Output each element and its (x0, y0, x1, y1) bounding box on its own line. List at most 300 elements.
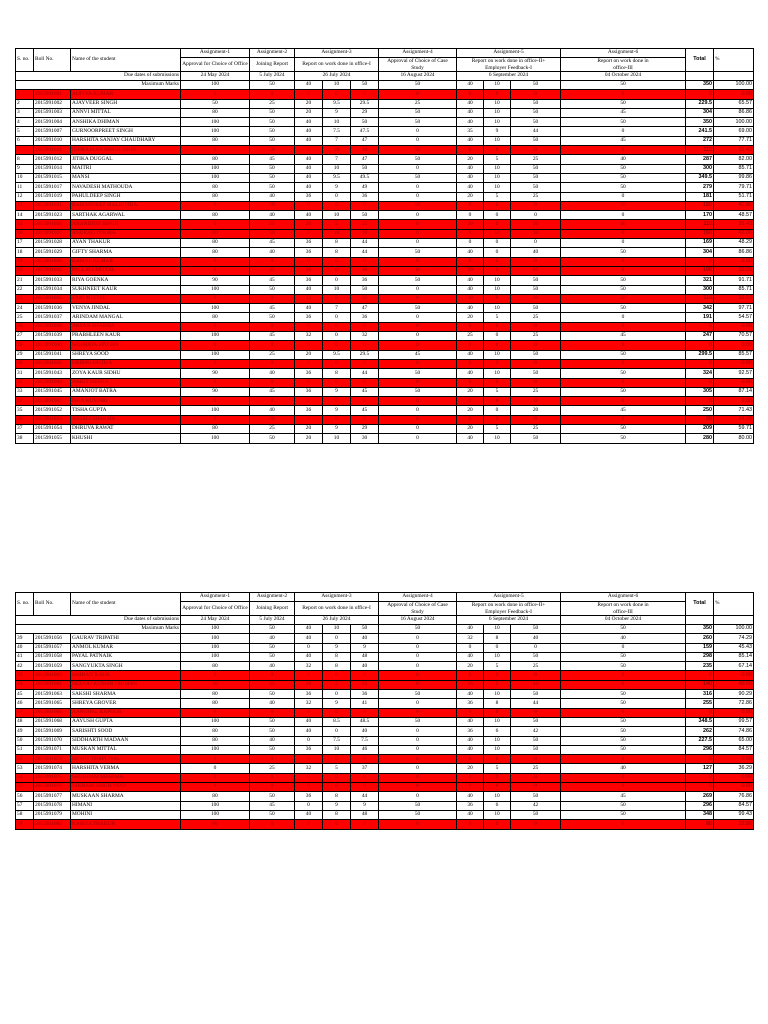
cell-total: 321 (686, 276, 714, 285)
cell-total: 150 (686, 229, 714, 238)
cell-name: AMANJOT BATRA (71, 387, 181, 396)
cell-a5-total: 50 (511, 99, 561, 108)
cell-roll: 2015991055 (34, 434, 71, 443)
due-date-a2: 5 July 2024 (250, 71, 295, 80)
cell-a6: 50 (561, 183, 686, 192)
cell-a6: 0 (561, 266, 686, 275)
cell-a2: 25 (250, 350, 295, 359)
cell-a3-total: 0 (351, 755, 379, 764)
cell-a3-total: 36 (351, 192, 379, 201)
cell-roll: 2015991075 (34, 773, 71, 782)
cell-a1: 30 (181, 680, 250, 689)
cell-name: ARYAN SHARMA (71, 322, 181, 331)
cell-roll: 2015991012 (34, 155, 71, 164)
max-a5-total: 50 (511, 81, 561, 90)
cell-roll: 2015991041 (34, 350, 71, 359)
cell-a4: 50 (379, 690, 457, 699)
cell-a3-b: 5 (323, 764, 351, 773)
cell-a5-b: 10 (484, 164, 511, 173)
cell-a3-b: 0 (323, 313, 351, 322)
cell-a3-b: 7 (323, 155, 351, 164)
cell-name: ZOYA KAUR SIDHU (71, 369, 181, 378)
cell-a2: 50 (250, 415, 295, 424)
cell-sno: 23 (16, 294, 34, 303)
cell-a2: 40 (250, 699, 295, 708)
cell-a5-a: 40 (457, 118, 484, 127)
cell-sno: 10 (16, 173, 34, 182)
cell-a2: 45 (250, 276, 295, 285)
cell-pct: 0.00 (714, 773, 754, 782)
cell-a2: 40 (250, 662, 295, 671)
cell-a2: 25 (250, 220, 295, 229)
cell-a3-a: 0 (295, 671, 323, 680)
cell-a2: 50 (250, 146, 295, 155)
cell-a3-b: 7.5 (323, 736, 351, 745)
max-a5-b: 10 (484, 625, 511, 634)
cell-a3-a: 0 (295, 415, 323, 424)
cell-a5-b: 10 (484, 285, 511, 294)
cell-a6: 0 (561, 820, 686, 829)
table-row (16, 164, 754, 173)
table-row (16, 266, 754, 275)
cell-a2: 50 (250, 792, 295, 801)
cell-a5-b: 5 (484, 155, 511, 164)
cell-a6: 0 (561, 671, 686, 680)
cell-a5-b: 10 (484, 745, 511, 754)
cell-a5-b: 0 (484, 820, 511, 829)
cell-sno: 37 (16, 424, 34, 433)
cell-a3-total: 36 (351, 266, 379, 275)
cell-a5-a: 0 (457, 755, 484, 764)
table-row (16, 257, 754, 266)
cell-a2: 25 (250, 680, 295, 689)
max-a3-b: 10 (323, 81, 351, 90)
cell-a3-b: 9.5 (323, 173, 351, 182)
cell-a5-b: 9 (484, 127, 511, 136)
cell-roll: 2015991080 (34, 820, 71, 829)
cell-a2: 0 (250, 257, 295, 266)
cell-a5-total: 25 (511, 764, 561, 773)
cell-sno: 19 (16, 257, 34, 266)
cell-a6: 0 (561, 192, 686, 201)
cell-a3-total: 44 (351, 248, 379, 257)
cell-pct: 0.00 (714, 378, 754, 387)
cell-a5-b: 5 (484, 662, 511, 671)
cell-name: ADITYA KUMAR (71, 90, 181, 99)
cell-a4: 50 (379, 118, 457, 127)
cell-pct: 42.86 (714, 229, 754, 238)
cell-a6: 0 (561, 341, 686, 350)
cell-a6: 50 (561, 248, 686, 257)
cell-a3-b: 0 (323, 294, 351, 303)
cell-a4: 0 (379, 736, 457, 745)
col-roll: Roll No. (34, 49, 71, 72)
cell-a3-a: 36 (295, 313, 323, 322)
cell-a5-b: 10 (484, 136, 511, 145)
cell-a3-b: 10 (323, 745, 351, 754)
cell-a5-total: 50 (511, 108, 561, 117)
cell-a1: 100 (181, 164, 250, 173)
cell-pct: 85.71 (714, 164, 754, 173)
cell-a6: 50 (561, 350, 686, 359)
max-a3-total: 50 (351, 81, 379, 90)
cell-a4: 0 (379, 220, 457, 229)
cell-a3-a: 36 (295, 792, 323, 801)
cell-a2: 50 (250, 717, 295, 726)
cell-a5-a: 40 (457, 690, 484, 699)
cell-a3-a: 0 (295, 378, 323, 387)
cell-a3-a: 40 (295, 183, 323, 192)
cell-a1: 80 (181, 736, 250, 745)
cell-roll: 2015991063 (34, 690, 71, 699)
cell-a3-b: 10 (323, 118, 351, 127)
cell-a4: 0 (379, 378, 457, 387)
cell-a3-total: 30 (351, 434, 379, 443)
cell-sno: 11 (16, 183, 34, 192)
cell-a6: 45 (561, 792, 686, 801)
table-row (16, 350, 754, 359)
cell-sno: 33 (16, 387, 34, 396)
cell-a3-b: 0 (323, 671, 351, 680)
cell-total: 241.5 (686, 127, 714, 136)
cell-a3-total: 37 (351, 764, 379, 773)
cell-a5-a: 32 (457, 634, 484, 643)
cell-roll: 2015991060 (34, 671, 71, 680)
cell-total: 316 (686, 690, 714, 699)
cell-roll: 2015991053 (34, 415, 71, 424)
cell-a3-a: 40 (295, 652, 323, 661)
cell-a3-a: 20 (295, 220, 323, 229)
cell-a3-a: 32 (295, 662, 323, 671)
cell-a5-b: 0 (484, 341, 511, 350)
cell-a4: 0 (379, 773, 457, 782)
cell-roll: 2015991021 (34, 201, 71, 210)
cell-total: 169 (686, 239, 714, 248)
cell-a6: 0 (561, 359, 686, 368)
cell-a3-total: 48 (351, 810, 379, 819)
cell-a2: 50 (250, 164, 295, 173)
cell-a5-a: 0 (457, 257, 484, 266)
cell-pct: 14.29 (714, 415, 754, 424)
table-row (16, 294, 754, 303)
cell-a2: 0 (250, 773, 295, 782)
cell-a5-a: 20 (457, 313, 484, 322)
table-body (16, 634, 754, 829)
cell-name: MUSKAN MITTAL (71, 745, 181, 754)
cell-a2: 50 (250, 173, 295, 182)
cell-pct: 85.14 (714, 652, 754, 661)
table-row (16, 378, 754, 387)
cell-name: SHUBHAM SHARMA (71, 773, 181, 782)
max-marks-label: Maximum Marks (16, 625, 181, 634)
table-row (16, 755, 754, 764)
cell-a1: 100 (181, 717, 250, 726)
cell-roll: 2015991061 (34, 680, 71, 689)
cell-pct: 79.71 (714, 183, 754, 192)
cell-name: SAKSHI SHARMA (71, 690, 181, 699)
cell-name: MOHINI (71, 810, 181, 819)
cell-a2: 0 (250, 783, 295, 792)
col-a2-title: Assignment-2 (250, 49, 295, 58)
cell-a5-total: 44 (511, 127, 561, 136)
cell-a4: 45 (379, 350, 457, 359)
cell-pct: 54.57 (714, 313, 754, 322)
due-date-total (686, 615, 714, 624)
cell-a3-a: 40 (295, 211, 323, 220)
cell-a5-b: 5 (484, 266, 511, 275)
cell-name: ANNVI MITTAL (71, 108, 181, 117)
cell-a4: 0 (379, 183, 457, 192)
cell-a5-total: 20 (511, 220, 561, 229)
col-name: Name of the student (71, 593, 181, 616)
cell-a5-a: 36 (457, 727, 484, 736)
cell-a2: 25 (250, 99, 295, 108)
cell-a1: 100 (181, 745, 250, 754)
cell-a1: 100 (181, 643, 250, 652)
cell-a3-total: 36 (351, 276, 379, 285)
due-date-a3: 26 July 2024 (295, 71, 379, 80)
cell-a5-b: 0 (484, 90, 511, 99)
cell-sno: 45 (16, 690, 34, 699)
cell-name: URDOO FATIMA (71, 359, 181, 368)
table-row (16, 810, 754, 819)
cell-roll: 2015991014 (34, 164, 71, 173)
cell-a1: 80 (181, 820, 250, 829)
cell-a6: 50 (561, 662, 686, 671)
cell-sno: 54 (16, 773, 34, 782)
cell-pct: 51.71 (714, 192, 754, 201)
cell-pct: 31.43 (714, 146, 754, 155)
cell-a2: 45 (250, 239, 295, 248)
cell-a6: 40 (561, 764, 686, 773)
cell-a1: 100 (181, 406, 250, 415)
cell-sno: 16 (16, 229, 34, 238)
cell-sno: 47 (16, 708, 34, 717)
cell-a3-a: 40 (295, 285, 323, 294)
cell-a3-a: 0 (295, 322, 323, 331)
cell-total: 0 (686, 773, 714, 782)
cell-total: 299.5 (686, 350, 714, 359)
cell-name: ANJALI SHARMA (71, 415, 181, 424)
cell-total: 298 (686, 652, 714, 661)
max-a2: 50 (250, 81, 295, 90)
cell-a3-b: 0 (323, 820, 351, 829)
cell-name: SANGYUKTA SINGH (71, 662, 181, 671)
cell-a4: 0 (379, 434, 457, 443)
cell-a4: 0 (379, 634, 457, 643)
cell-a1: 80 (181, 239, 250, 248)
cell-pct: 0.00 (714, 397, 754, 406)
cell-a3-total: 0 (351, 773, 379, 782)
table-row (16, 211, 754, 220)
cell-a5-a: 0 (457, 146, 484, 155)
cell-a5-a: 0 (457, 397, 484, 406)
cell-pct: 59.71 (714, 424, 754, 433)
cell-a3-total: 0 (351, 783, 379, 792)
cell-a5-total: 50 (511, 369, 561, 378)
cell-a5-a: 20 (457, 406, 484, 415)
cell-a2: 0 (250, 708, 295, 717)
cell-a5-total: 0 (511, 755, 561, 764)
cell-a5-total: 42 (511, 801, 561, 810)
table-row (16, 764, 754, 773)
cell-a4: 0 (379, 792, 457, 801)
cell-roll: 2015991057 (34, 643, 71, 652)
cell-total: 191 (686, 313, 714, 322)
cell-a3-a: 36 (295, 276, 323, 285)
cell-a6: 0 (561, 643, 686, 652)
cell-a4: 50 (379, 387, 457, 396)
cell-sno: 8 (16, 155, 34, 164)
cell-a3-b: 9.5 (323, 350, 351, 359)
cell-a3-a: 40 (295, 164, 323, 173)
cell-total: 229.5 (686, 99, 714, 108)
cell-roll: 2015991044 (34, 378, 71, 387)
table-row (16, 359, 754, 368)
table-row (16, 643, 754, 652)
cell-a3-a: 40 (295, 634, 323, 643)
cell-name: TANI MITTAL (71, 294, 181, 303)
cell-a1: 90 (181, 369, 250, 378)
due-date-pct (714, 615, 754, 624)
cell-a6: 50 (561, 727, 686, 736)
cell-roll: 2015991026 (34, 220, 71, 229)
max-a6: 50 (561, 625, 686, 634)
cell-pct: 0.00 (714, 257, 754, 266)
cell-a6: 0 (561, 397, 686, 406)
cell-a3-a: 40 (295, 717, 323, 726)
cell-sno: 17 (16, 239, 34, 248)
cell-a4: 0 (379, 764, 457, 773)
cell-a6: 40 (561, 220, 686, 229)
cell-a6: 50 (561, 276, 686, 285)
cell-pct: 0.00 (714, 341, 754, 350)
cell-a2: 0 (250, 378, 295, 387)
cell-sno: 35 (16, 406, 34, 415)
table-row (16, 708, 754, 717)
cell-a5-a: 40 (457, 745, 484, 754)
due-dates-label: Due dates of submissions (16, 615, 181, 624)
table-row (16, 285, 754, 294)
cell-sno: 12 (16, 192, 34, 201)
cell-a3-b: 0 (323, 266, 351, 275)
cell-pct: 32.57 (714, 294, 754, 303)
due-date-a5: 6 September 2024 (457, 71, 561, 80)
cell-a3-b: 10 (323, 285, 351, 294)
cell-name: RAMANDEEP MALHOTRA (71, 201, 181, 210)
cell-a2: 45 (250, 304, 295, 313)
cell-pct: 74.86 (714, 727, 754, 736)
cell-pct: 45.43 (714, 643, 754, 652)
max-a3-b: 10 (323, 625, 351, 634)
table-row (16, 801, 754, 810)
cell-total: 0 (686, 708, 714, 717)
cell-a4: 0 (379, 424, 457, 433)
cell-a3-total: 0 (351, 359, 379, 368)
cell-sno: 44 (16, 680, 34, 689)
max-a1: 100 (181, 625, 250, 634)
cell-a2: 50 (250, 118, 295, 127)
cell-a2: 0 (250, 755, 295, 764)
cell-a6: 0 (561, 322, 686, 331)
cell-pct: 97.71 (714, 304, 754, 313)
cell-pct: 84.57 (714, 745, 754, 754)
cell-a3-total: 0 (351, 415, 379, 424)
cell-a3-b: 9 (323, 183, 351, 192)
cell-a3-total: 0 (351, 322, 379, 331)
max-a5-a: 40 (457, 625, 484, 634)
cell-pct: 72.86 (714, 699, 754, 708)
cell-a3-b: 10 (323, 211, 351, 220)
cell-a5-total: 50 (511, 736, 561, 745)
cell-a3-a: 0 (295, 755, 323, 764)
cell-name: AANCHAL KAPOOR (71, 708, 181, 717)
cell-a2: 0 (250, 90, 295, 99)
cell-a5-total: 0 (511, 239, 561, 248)
col-a5-desc: Report on work done in office-II+ Employer Feedback-I (457, 602, 561, 615)
cell-a3-b: 0 (323, 397, 351, 406)
cell-pct: 99.86 (714, 173, 754, 182)
cell-name: VENYA JINDAL (71, 304, 181, 313)
cell-a5-a: 40 (457, 99, 484, 108)
cell-a5-a: 0 (457, 783, 484, 792)
cell-a5-a: 40 (457, 652, 484, 661)
cell-a5-a: 40 (457, 164, 484, 173)
cell-roll: 2015991068 (34, 717, 71, 726)
cell-a3-total: 0 (351, 341, 379, 350)
cell-a3-total: 50 (351, 118, 379, 127)
cell-pct: 80.00 (714, 434, 754, 443)
cell-a1: 0 (181, 755, 250, 764)
cell-a4: 50 (379, 173, 457, 182)
cell-sno: 6 (16, 136, 34, 145)
cell-total: 262 (686, 727, 714, 736)
cell-roll: 2015991047 (34, 397, 71, 406)
cell-a5-total: 0 (511, 378, 561, 387)
cell-a5-total: 50 (511, 434, 561, 443)
cell-a3-b: 10 (323, 229, 351, 238)
cell-a1: 0 (181, 90, 250, 99)
cell-a5-b: 0 (484, 332, 511, 341)
col-roll: Roll No. (34, 593, 71, 616)
cell-a5-a: 25 (457, 332, 484, 341)
cell-a5-b: 0 (484, 773, 511, 782)
cell-a5-a: 35 (457, 127, 484, 136)
table-row (16, 90, 754, 99)
cell-a5-b: 0 (484, 322, 511, 331)
cell-a3-b: 0 (323, 359, 351, 368)
cell-pct: 48.29 (714, 239, 754, 248)
due-date-a4: 16 August 2024 (379, 615, 457, 624)
cell-a3-b: 0 (323, 257, 351, 266)
cell-a5-b: 0 (484, 248, 511, 257)
cell-roll: 2015991019 (34, 192, 71, 201)
cell-a2: 50 (250, 690, 295, 699)
cell-total: 140 (686, 680, 714, 689)
cell-sno: 50 (16, 736, 34, 745)
cell-a1: 0 (181, 146, 250, 155)
cell-a5-total: 0 (511, 783, 561, 792)
cell-a1: 0 (181, 671, 250, 680)
cell-a3-a: 0 (295, 341, 323, 350)
cell-pct: 99.57 (714, 717, 754, 726)
cell-a3-total: 50 (351, 285, 379, 294)
cell-roll: 2015991003 (34, 108, 71, 117)
cell-a5-a: 20 (457, 192, 484, 201)
cell-a5-b: 0 (484, 378, 511, 387)
cell-a5-a: 40 (457, 736, 484, 745)
cell-a3-total: 0 (351, 257, 379, 266)
